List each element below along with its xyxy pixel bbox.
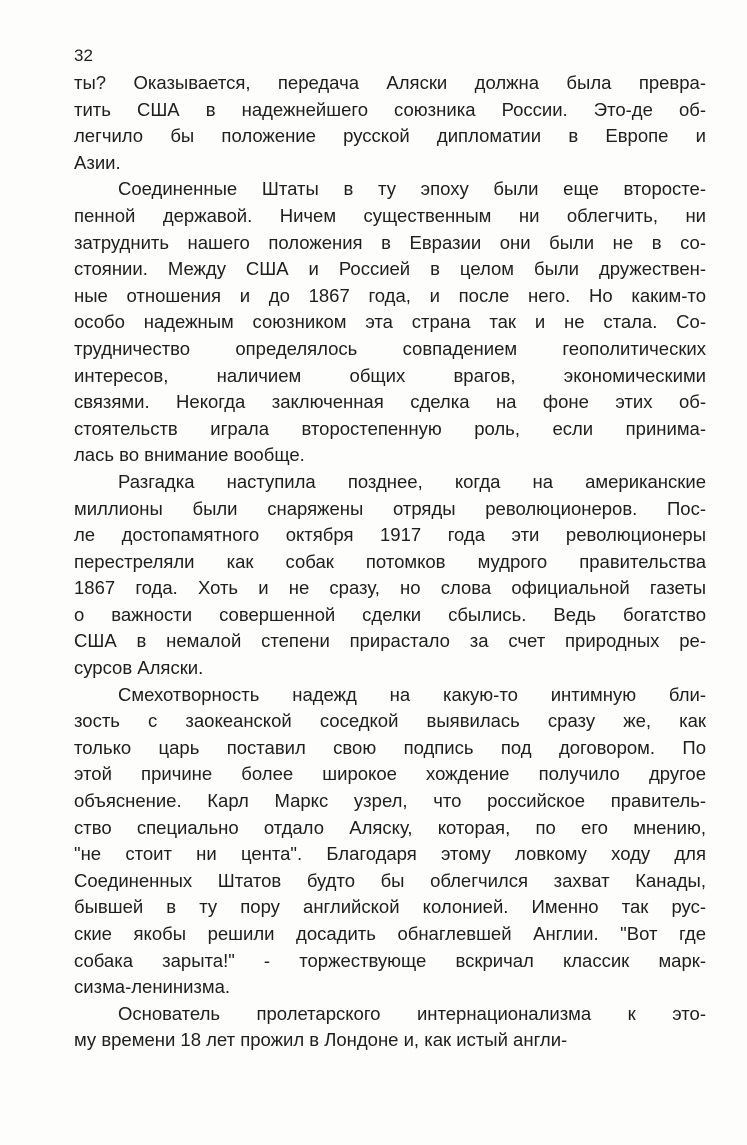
text-line: легчило бы положение русской дипломатии в Европе и xyxy=(74,125,706,147)
text-line: связями. Некогда заключенная сделка на фоне этих об- xyxy=(74,391,706,413)
paragraph xyxy=(74,70,706,176)
text-line: Смехотворность надежд на какую-то интимную бли- xyxy=(118,683,706,705)
text-line: ты? Оказывается, передача Аляски должна была превра- xyxy=(74,72,706,93)
text-line: Азии. xyxy=(74,151,121,173)
text-line: трудничество определялось совпадением геополитических xyxy=(74,337,706,359)
text-line: этой причине более широкое хождение получило другое xyxy=(74,763,706,785)
text-line: пенной державой. Ничем существенным ни облегчить, ни xyxy=(74,204,706,226)
page-number: 32 xyxy=(74,46,93,65)
text-line: миллионы были снаряжены отряды революционеров. Пос- xyxy=(74,497,706,519)
text-line: зость с заокеанской соседкой выявилась сразу же, как xyxy=(74,710,706,732)
text-line: особо надежным союзником эта страна так и не стала. Со- xyxy=(74,311,706,333)
text-line: Соединенных Штатов будто бы облегчился захват Канады, xyxy=(74,869,706,891)
paragraph xyxy=(74,1001,706,1054)
paragraph xyxy=(74,176,706,469)
text-line: стоятельств играла второстепенную роль, если принима- xyxy=(74,417,706,439)
body-text xyxy=(74,70,706,1054)
text-line: ные отношения и до 1867 года, и после него. Но каким-то xyxy=(74,284,706,306)
text-line: стоянии. Между США и Россией в целом были дружествен- xyxy=(74,258,706,280)
text-line: о важности совершенной сделки сбылись. Ведь богатство xyxy=(74,603,706,625)
text-line: только царь поставил свою подпись под договором. По xyxy=(74,736,706,758)
text-line: Соединенные Штаты в ту эпоху были еще второсте- xyxy=(118,178,706,200)
text-line: Разгадка наступила позднее, когда на американские xyxy=(118,470,706,492)
text-line: тить США в надежнейшего союзника России. Это-де об- xyxy=(74,98,706,120)
text-line: сурсов Аляски. xyxy=(74,657,204,679)
text-line: объяснение. Карл Маркс узрел, что российское правитель- xyxy=(74,790,706,812)
paragraph xyxy=(74,682,706,1001)
text-line: интересов, наличием общих врагов, экономическими xyxy=(74,364,706,386)
text-line: "не стоит ни цента". Благодаря этому ловкому ходу для xyxy=(74,843,706,865)
text-line: Основатель пролетарского интернационализма к это- xyxy=(118,1002,706,1024)
text-line: бывшей в ту пору английской колонией. Именно так рус- xyxy=(74,896,706,918)
text-line: перестреляли как собак потомков мудрого правительства xyxy=(74,550,706,572)
text-line: затруднить нашего положения в Евразии они были не в со- xyxy=(74,231,706,253)
text-line: 1867 года. Хоть и не сразу, но слова официальной газеты xyxy=(74,577,706,599)
text-line: сизма-ленинизма. xyxy=(74,976,231,998)
text-line: лась во внимание вообще. xyxy=(74,444,305,466)
text-line: ство специально отдало Аляску, которая, по его мнению, xyxy=(74,816,706,838)
text-line: ские якобы решили досадить обнаглевшей Англии. "Вот где xyxy=(74,923,706,944)
text-line: собака зарыта!" - торжествующе вскричал классик марк- xyxy=(74,949,706,971)
text-line: ле достопамятного октября 1917 года эти революционеры xyxy=(74,524,706,546)
book-page xyxy=(74,44,706,1054)
text-line: США в немалой степени прирастало за счет природных ре- xyxy=(74,630,706,652)
text-line: му времени 18 лет прожил в Лондоне и, как истый англи- xyxy=(74,1029,568,1051)
paragraph xyxy=(74,469,706,682)
